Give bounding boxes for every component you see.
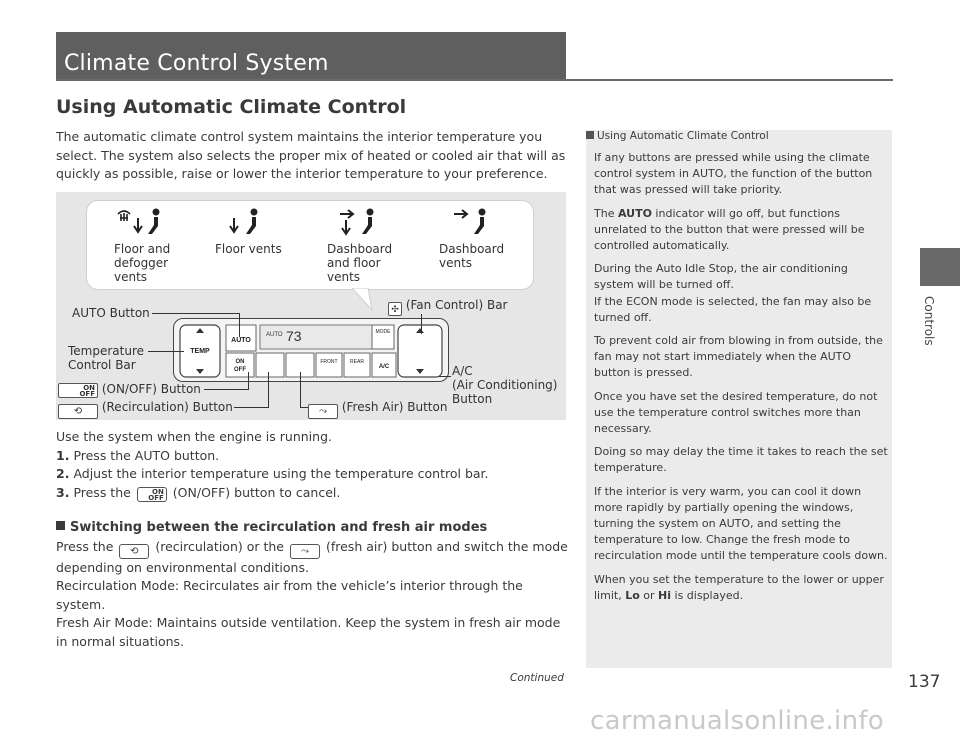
vent-label-floor-defogger: Floor and defogger vents bbox=[114, 242, 171, 284]
callout-temperature-bar: Temperature Control Bar bbox=[68, 344, 145, 372]
section-title: Using Automatic Climate Control bbox=[56, 96, 407, 118]
leader-onoff bbox=[204, 389, 248, 390]
leader-auto bbox=[152, 313, 240, 314]
step-2: 2. Adjust the interior temperature using the temperature control bar. bbox=[56, 466, 489, 481]
note-marker-icon bbox=[586, 131, 594, 139]
note-heading: Using Automatic Climate Control bbox=[586, 130, 769, 142]
leader-temp bbox=[148, 351, 184, 352]
title-rule bbox=[56, 79, 893, 81]
note-p3b: If the ECON mode is selected, the fan may also be turned off. bbox=[594, 294, 872, 324]
recirculation-label: (Recirculation) Button bbox=[101, 400, 233, 414]
note-p1: If any buttons are pressed while using the climate control system in AUTO, the function of the button that was pressed will take priority. bbox=[594, 151, 873, 197]
on-off-icon: ON OFF bbox=[58, 383, 98, 398]
steps-intro: Use the system when the engine is running. bbox=[56, 429, 332, 444]
floor-vent-icon bbox=[226, 206, 266, 240]
note-p4: To prevent cold air from blowing in from outside, the fan may not start immediately when the AUTO button is pressed. bbox=[594, 334, 883, 380]
note-p5: Once you have set the desired temperature, do not use the temperature control switches more than necessary. bbox=[594, 389, 878, 436]
subsection-heading: Switching between the recirculation and fresh air modes bbox=[56, 519, 568, 538]
panel-ac-label: A/C bbox=[378, 364, 390, 370]
callout-fan-bar bbox=[388, 298, 507, 316]
recirc-fresh-section bbox=[56, 519, 568, 651]
step-3: 3. Press the ON OFF (ON/OFF) button to cancel. bbox=[56, 484, 341, 502]
panel-off-label: OFF bbox=[234, 367, 246, 373]
chapter-title: Climate Control System bbox=[64, 51, 329, 76]
recirculation-icon: ⟲ bbox=[58, 404, 98, 419]
page-number: 137 bbox=[908, 672, 941, 692]
dashboard-floor-vent-icon bbox=[338, 206, 382, 240]
panel-rear-label: REAR bbox=[350, 359, 364, 365]
intro-paragraph: The automatic climate control system maintains the interior temperature you select. The system also selects the proper mix of heated or cooled air that will as quickly as possible, raise or lower the interior temperature to your preference. bbox=[56, 129, 566, 181]
panel-temp-label: TEMP bbox=[190, 348, 210, 355]
display-temp-value: 73 bbox=[286, 328, 302, 344]
leader-recirc bbox=[234, 407, 268, 408]
recirculation-inline-icon: ⟲ bbox=[119, 544, 149, 559]
floor-defogger-vent-icon bbox=[114, 206, 168, 240]
fresh-air-icon: ⤳ bbox=[308, 404, 338, 419]
note-text bbox=[594, 150, 888, 611]
panel-on-label: ON bbox=[235, 359, 245, 365]
climate-panel-diagram bbox=[56, 192, 566, 420]
fan-icon: ✣ bbox=[388, 302, 402, 316]
subsection-p3: Fresh Air Mode: Maintains outside ventilation. Keep the system in fresh air mode in normal situations. bbox=[56, 615, 561, 649]
note-p3: During the Auto Idle Stop, the air conditioning system will be turned off. bbox=[594, 262, 848, 292]
callout-fresh-air bbox=[308, 400, 447, 419]
callout-recirculation bbox=[58, 400, 233, 419]
note-p8: When you set the temperature to the lower or upper limit, Lo or Hi is displayed. bbox=[594, 572, 884, 602]
chapter-tab-label[interactable]: Controls bbox=[922, 296, 936, 346]
chapter-title-band bbox=[56, 32, 566, 80]
on-off-label: (ON/OFF) Button bbox=[101, 382, 201, 396]
square-bullet-icon bbox=[56, 521, 65, 530]
leader-fan bbox=[421, 314, 422, 334]
leader-ac bbox=[439, 376, 451, 377]
display-auto-label: AUTO bbox=[266, 332, 283, 338]
panel-auto-label: AUTO bbox=[231, 337, 251, 344]
watermark: carmanualsonline.info bbox=[590, 706, 885, 736]
fresh-air-inline-icon: ⤳ bbox=[290, 544, 320, 559]
callout-auto-button: AUTO Button bbox=[72, 306, 150, 320]
step-1: 1. Press the AUTO button. bbox=[56, 447, 220, 463]
fresh-air-label: (Fresh Air) Button bbox=[341, 400, 448, 414]
dashboard-vent-icon bbox=[452, 206, 496, 240]
vent-label-floor: Floor vents bbox=[215, 242, 282, 256]
callout-on-off bbox=[58, 382, 201, 398]
note-p7: If the interior is very warm, you can cool it down more rapidly by partially opening the windows, turning the system on AUTO, and setting the temperature to low. Change the fresh mode to recirculation mode until the temperature cools down. bbox=[594, 484, 888, 563]
panel-front-label: FRONT bbox=[320, 359, 338, 365]
control-panel bbox=[173, 318, 449, 382]
vent-label-dashboard-floor: Dashboard and floor vents bbox=[327, 242, 393, 284]
callout-ac: A/C (Air Conditioning) Button bbox=[452, 364, 558, 406]
chapter-tab[interactable] bbox=[920, 248, 960, 286]
leader-fresh bbox=[300, 372, 301, 408]
subsection-p2: Recirculation Mode: Recirculates air from the vehicle’s interior through the system. bbox=[56, 578, 523, 612]
panel-mode-label: MODE bbox=[375, 329, 391, 335]
subsection-p1: Press the ⟲ (recirculation) or the ⤳ (fresh air) button and switch the mode depending on environmental conditions. bbox=[56, 538, 568, 575]
note-p6: Doing so may delay the time it takes to reach the set temperature. bbox=[594, 445, 888, 475]
note-p2: The AUTO indicator will go off, but functions unrelated to the button that were pressed will be controlled automatically. bbox=[594, 206, 865, 253]
fan-bar-label: (Fan Control) Bar bbox=[405, 298, 508, 312]
steps bbox=[56, 428, 568, 502]
continued-label: Continued bbox=[510, 672, 564, 684]
bubble-pointer bbox=[346, 288, 386, 312]
vent-label-dashboard: Dashboard vents bbox=[439, 242, 505, 270]
control-panel-graphic bbox=[174, 319, 450, 383]
on-off-inline-icon: ON OFF bbox=[137, 487, 167, 502]
